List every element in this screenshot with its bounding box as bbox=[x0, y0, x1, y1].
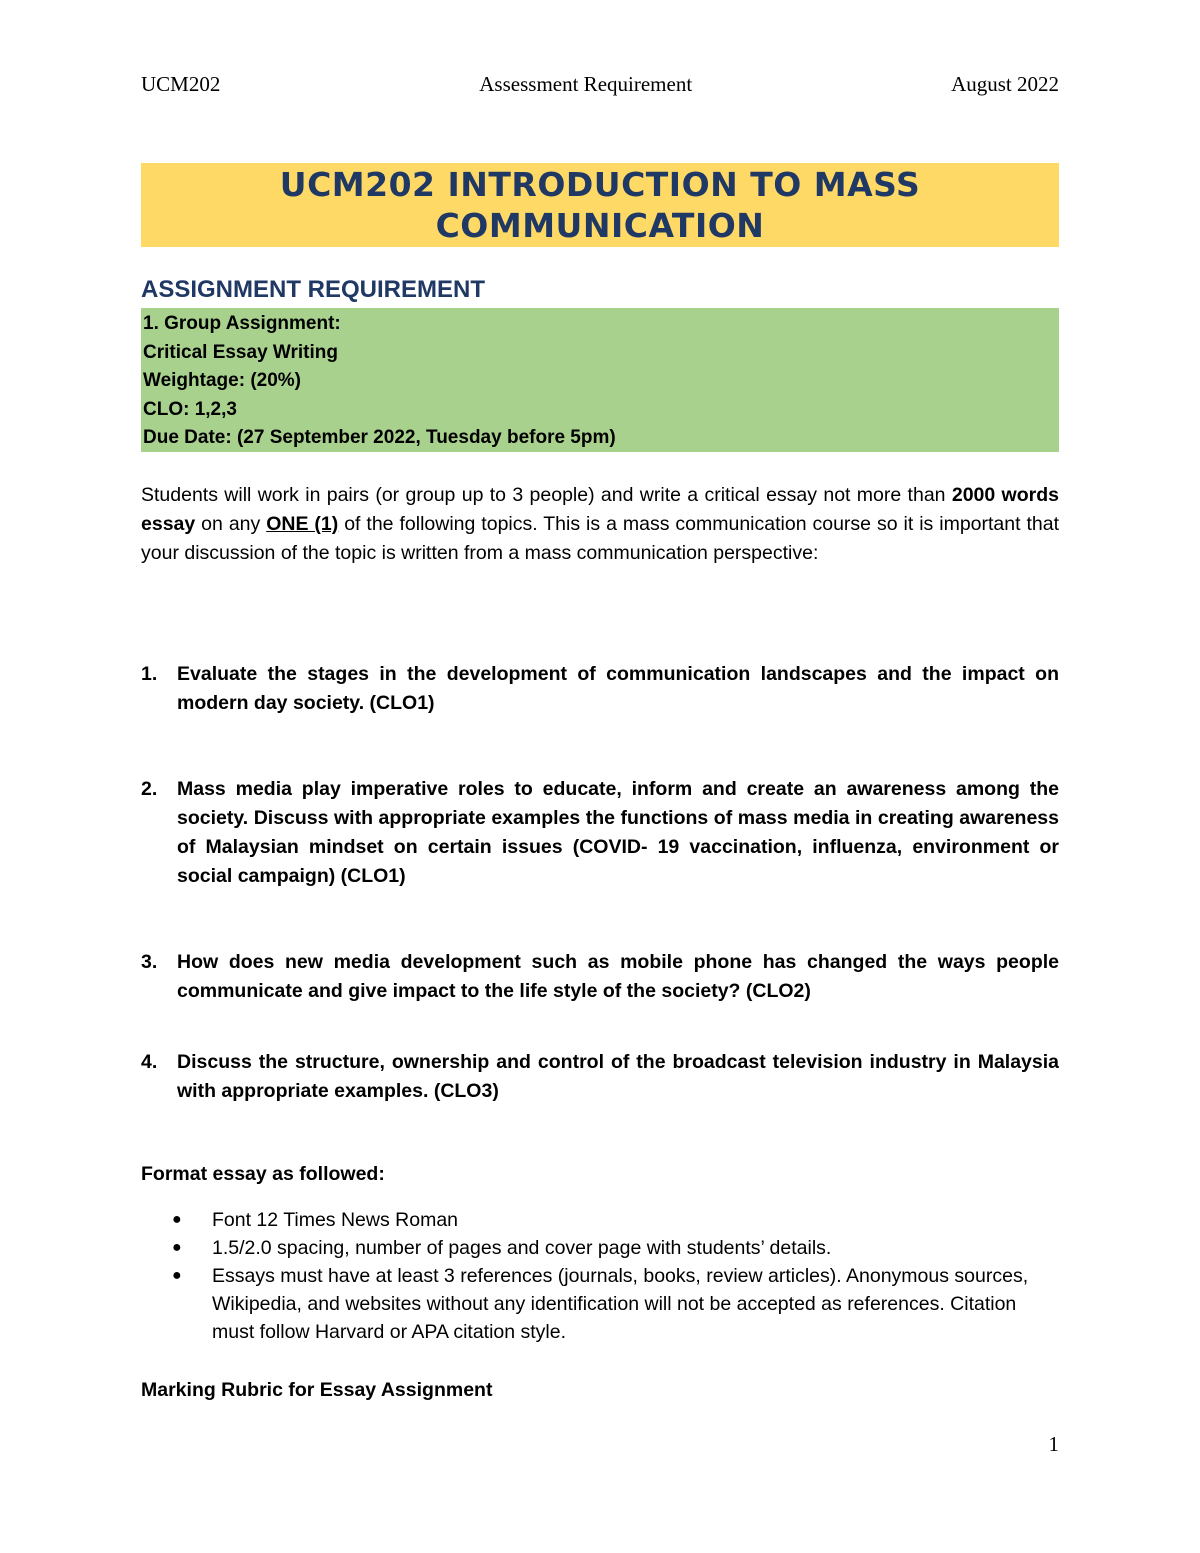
intro-text: on any bbox=[195, 513, 267, 535]
assignment-line: Due Date: (27 September 2022, Tuesday before 5pm) bbox=[143, 427, 616, 448]
topic-text: Mass media play imperative roles to educate, inform and create an awareness among the society. Discuss with appropriate examples the functions of mass media in creating awareness of Malaysian mindset on certain issues (COVID- 19 vaccination, influenza, environment or social campaign) (CLO1) bbox=[177, 778, 1059, 887]
bullet-text: Essays must have at least 3 references (journals, books, review articles). Anonymous sources, Wikipedia, and websites without any identification will not be accepted as references. Citation must follow Harvard or APA citation style. bbox=[212, 1265, 1029, 1343]
topic-item bbox=[141, 1048, 1059, 1106]
intro-paragraph bbox=[141, 481, 1059, 568]
bullet-icon: ● bbox=[172, 1239, 182, 1256]
header-date: August 2022 bbox=[951, 72, 1059, 96]
assignment-line: Critical Essay Writing bbox=[143, 341, 338, 363]
assignment-info-box bbox=[141, 308, 1059, 452]
header-doc-title: Assessment Requirement bbox=[479, 72, 693, 96]
topic-item bbox=[141, 948, 1059, 1006]
format-heading: Format essay as followed: bbox=[141, 1163, 385, 1185]
topic-number: 1. bbox=[141, 663, 158, 685]
topic-text: Evaluate the stages in the development of communication landscapes and the impact on modern day society. (CLO1) bbox=[177, 663, 1059, 714]
topic-number: 2. bbox=[141, 778, 158, 800]
assignment-line: CLO: 1,2,3 bbox=[143, 398, 237, 420]
intro-text: Students will work in pairs (or group up to 3 people) and write a critical essay not more than bbox=[141, 484, 952, 506]
list-item bbox=[141, 1234, 1059, 1262]
document-title bbox=[141, 163, 1059, 247]
topic-item bbox=[141, 660, 1059, 718]
topic-item bbox=[141, 775, 1059, 891]
header-course-code: UCM202 bbox=[141, 72, 221, 96]
assignment-line: Weightage: (20%) bbox=[143, 370, 302, 391]
bullet-icon: ● bbox=[172, 1211, 182, 1228]
bullet-icon: ● bbox=[172, 1267, 182, 1284]
page-number: 1 bbox=[1048, 1432, 1059, 1456]
intro-underlined: ONE (1) bbox=[266, 513, 339, 535]
bullet-text: Font 12 Times News Roman bbox=[212, 1209, 459, 1231]
intro-text: of the following topics. This is a mass communication course so it is important that your discussion of the topic is written from a mass communication perspective: bbox=[141, 513, 1060, 564]
title-line-1: UCM202 INTRODUCTION TO MASS bbox=[279, 165, 921, 204]
page-header bbox=[141, 72, 1059, 97]
topic-number: 4. bbox=[141, 1051, 158, 1073]
bullet-text: 1.5/2.0 spacing, number of pages and cover page with students’ details. bbox=[212, 1237, 832, 1259]
intro-bold: 2000 words essay bbox=[141, 484, 1059, 535]
assignment-line: 1. Group Assignment: bbox=[143, 313, 341, 334]
rubric-heading: Marking Rubric for Essay Assignment bbox=[141, 1379, 493, 1401]
title-line-2: COMMUNICATION bbox=[435, 206, 765, 245]
format-list bbox=[141, 1206, 1059, 1346]
section-heading: ASSIGNMENT REQUIREMENT bbox=[141, 276, 486, 303]
list-item bbox=[141, 1262, 1059, 1346]
topic-text: Discuss the structure, ownership and control of the broadcast television industry in Malaysia with appropriate examples. (CLO3) bbox=[177, 1051, 1059, 1102]
topic-number: 3. bbox=[141, 951, 158, 973]
list-item bbox=[141, 1206, 1059, 1234]
topic-text: How does new media development such as mobile phone has changed the ways people communicate and give impact to the life style of the society? (CLO2) bbox=[177, 951, 1059, 1002]
